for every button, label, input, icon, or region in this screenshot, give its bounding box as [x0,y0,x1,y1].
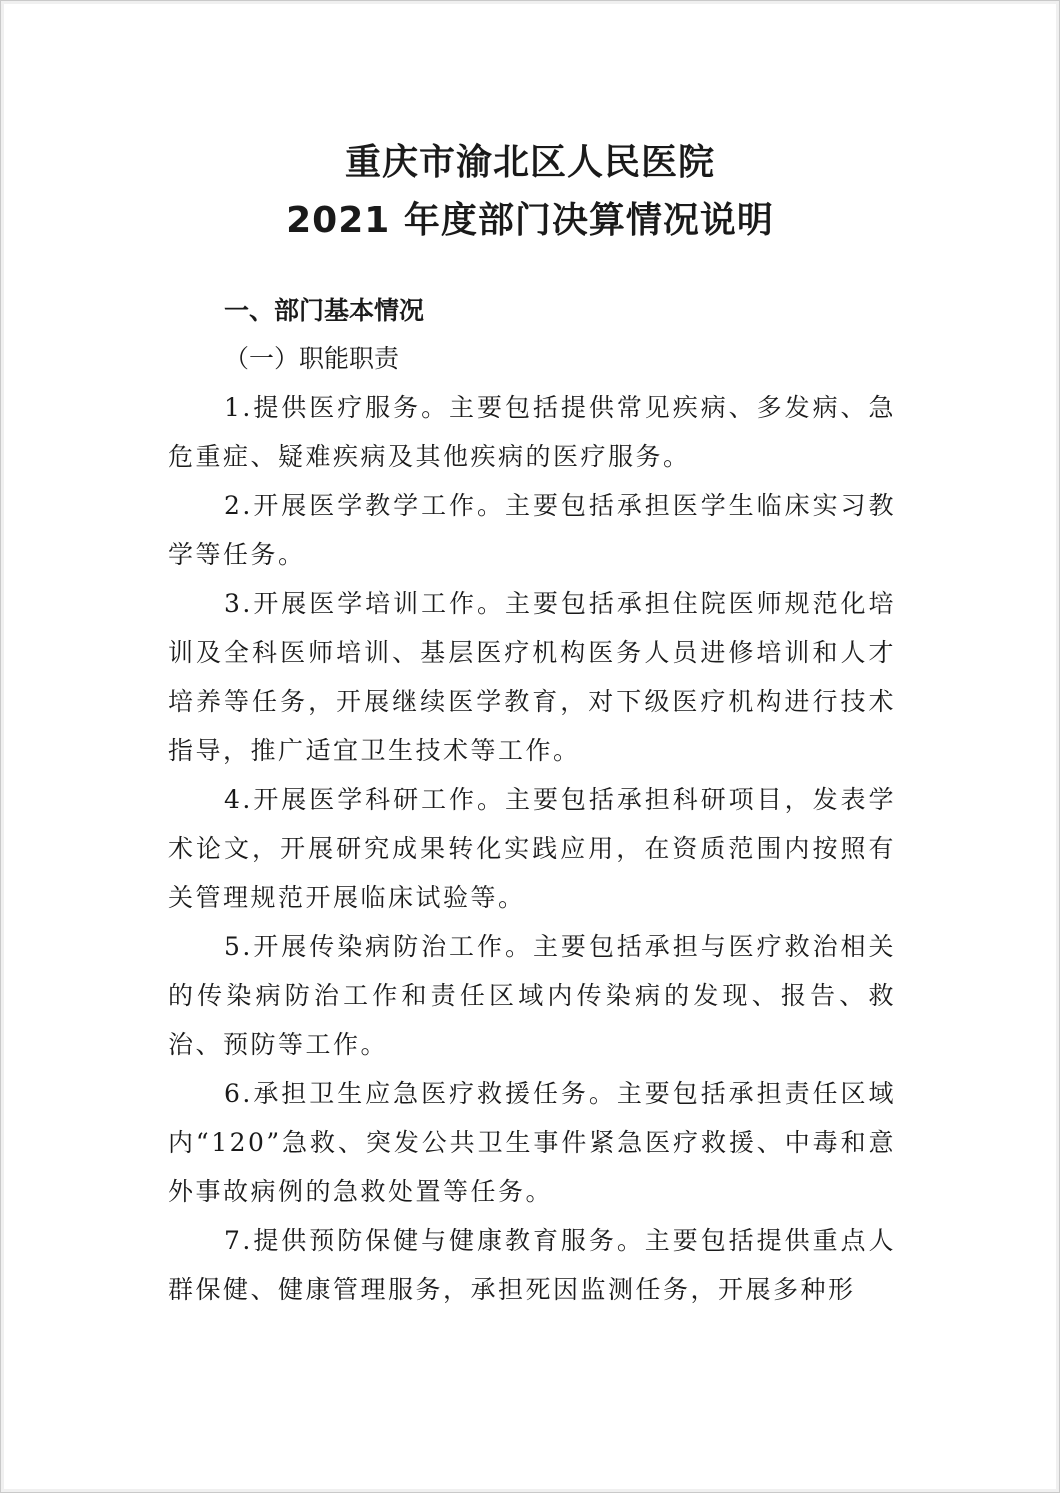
section-heading: 一、部门基本情况 [224,296,425,325]
paragraph-7: 7.提供预防保健与健康教育服务。主要包括提供重点人群保健、健康管理服务，承担死因监测任务，开展多种形 [168,1226,896,1304]
paragraph-4: 4.开展医学科研工作。主要包括承担科研项目，发表学术论文，开展研究成果转化实践应用，在资质范围内按照有关管理规范开展临床试验等。 [168,785,896,912]
title-line-1: 重庆市渝北区人民医院 [344,142,715,183]
title-line-2: 2021 年度部门决算情况说明 [286,200,774,241]
paragraph-6: 6.承担卫生应急医疗救援任务。主要包括承担责任区域内“120”急救、突发公共卫生事件紧急医疗救援、中毒和意外事故病例的急救处置等任务。 [168,1079,896,1206]
paragraph-1: 1.提供医疗服务。主要包括提供常见疾病、多发病、急危重症、疑难疾病及其他疾病的医疗服务。 [168,393,896,471]
paragraph-5: 5.开展传染病防治工作。主要包括承担与医疗救治相关的传染病防治工作和责任区域内传染病的发现、报告、救治、预防等工作。 [168,932,896,1059]
document-title [1,134,1059,250]
paragraph-2: 2.开展医学教学工作。主要包括承担医学生临床实习教学等任务。 [168,491,896,569]
paragraph-3: 3.开展医学培训工作。主要包括承担住院医师规范化培训及全科医师培训、基层医疗机构医务人员进修培训和人才培养等任务，开展继续医学教育，对下级医疗机构进行技术指导，推广适宜卫生技术等工作。 [168,589,896,765]
sub-heading: （一）职能职责 [224,344,400,373]
document-body [168,287,896,1314]
